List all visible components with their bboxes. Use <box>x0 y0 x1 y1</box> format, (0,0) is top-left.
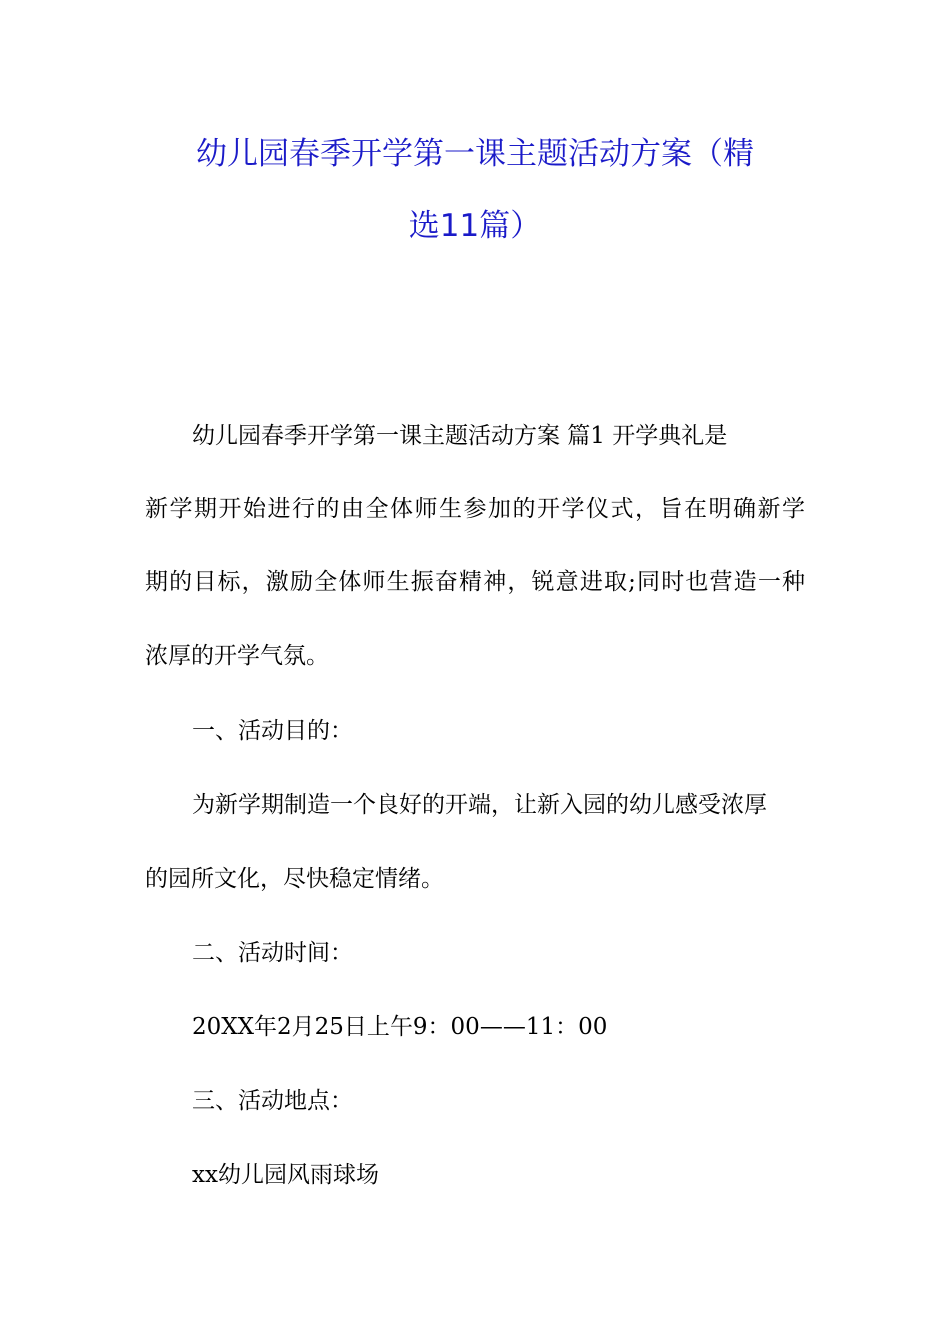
document-title-line-2: 选11篇） <box>408 208 542 244</box>
paragraph-1-line-1: 幼儿园春季开学第一课主题活动方案 篇1 开学典礼是 <box>192 423 728 449</box>
paragraph-1-line-3: 期的目标，激励全体师生振奋精神，锐意进取;同时也营造一种 <box>145 569 805 595</box>
time-line: 20XX年2月25日上午9：00——11：00 <box>192 1014 608 1040</box>
purpose-line-1: 为新学期制造一个良好的开端，让新入园的幼儿感受浓厚 <box>192 792 767 818</box>
paragraph-1-line-2: 新学期开始进行的由全体师生参加的开学仪式，旨在明确新学 <box>145 496 805 522</box>
paragraph-1-line-4: 浓厚的开学气氛。 <box>145 643 329 669</box>
location-line: xx幼儿园风雨球场 <box>192 1162 379 1188</box>
section-heading-location: 三、活动地点： <box>192 1088 353 1114</box>
purpose-line-2: 的园所文化，尽快稳定情绪。 <box>145 866 444 892</box>
section-heading-purpose: 一、活动目的： <box>192 718 353 744</box>
document-title-line-1: 幼儿园春季开学第一课主题活动方案（精 <box>196 136 754 172</box>
section-heading-time: 二、活动时间： <box>192 940 353 966</box>
